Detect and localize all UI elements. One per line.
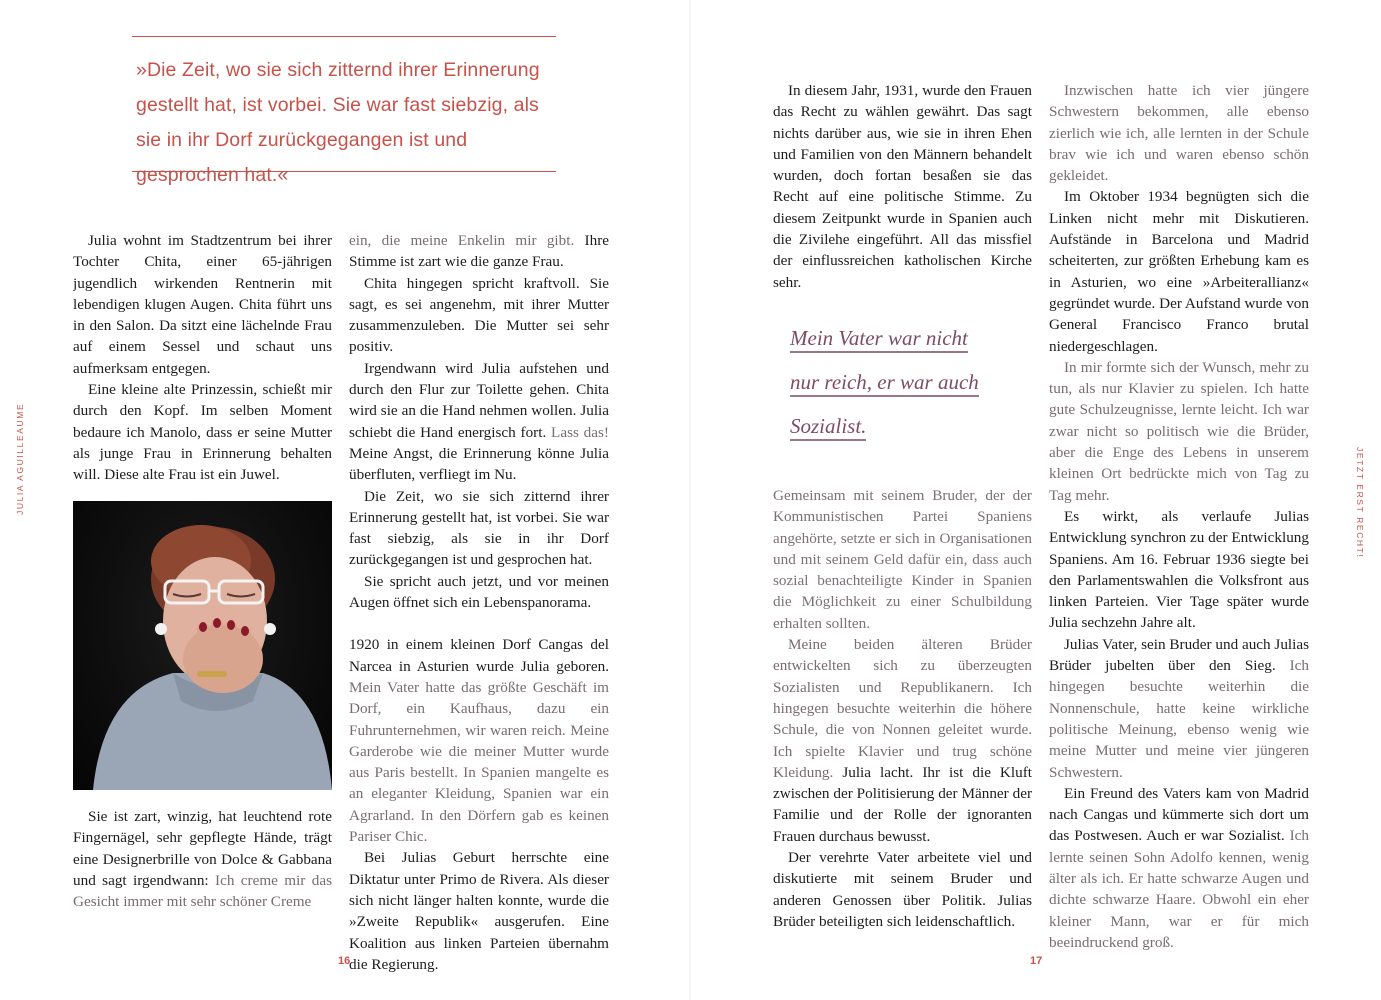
paragraph-text: Irgendwann wird Julia aufstehen und durch den Flur zur Toilette gehen. Chita wird sie an die Hand nehmen wollen. Julia schiebt die Hand energisch fort. bbox=[349, 359, 609, 441]
right-column-1 bbox=[773, 80, 1032, 293]
paragraph: Es wirkt, als verlaufe Julias Entwicklung synchron zu der Entwicklung Spaniens. Am 16. Februar 1936 siegte bei den Parlamentswahlen die Volksfront aus linken Parteien. Vier Tage später wurde Julia sechzehn Jahre alt. bbox=[1049, 507, 1309, 632]
left-column-1-after-photo bbox=[73, 806, 332, 912]
page-number-left: 16 bbox=[338, 955, 351, 967]
paragraph: Eine kleine alte Prinzessin, schießt mir durch den Kopf. Im selben Moment bedaure ich Manolo, dass er seine Mutter als junge Frau in Erinnerung behalten will. Diese alte Frau ist ein Juwel. bbox=[73, 381, 332, 484]
left-column-2 bbox=[349, 230, 609, 975]
quote-text: Ich lernte seinen Sohn Adolfo kennen, wenig älter als ich. Er hatte schwarze Augen und dichte schwarze Haare. Obwohl ein eher kleiner Mann, war er für mich beeindruckend groß. bbox=[1049, 827, 1309, 951]
paragraph: Der verehrte Vater arbeitete viel und diskutierte mit seinem Bruder und anderen Genossen über Politik. Julias Brüder beteiligten sich leidenschaftlich. bbox=[773, 849, 1032, 930]
paragraph-text: Sie ist zart, winzig, hat leuchtend rote Fingernägel, sehr gepflegte Hände, trägt eine Designerbrille von Dolce & Gabbana und sagt irgendwann: bbox=[73, 808, 332, 889]
paragraph-text: Meine Angst, die Erinnerung könne Julia überfluten, verfliegt im Nu. bbox=[349, 444, 609, 484]
paragraph-text: Julia lacht. Ihr ist die Kluft zwischen der Politisierung der Männer der Familie und der Rolle der ignoranten Frauen durchaus bewusst. bbox=[773, 763, 1032, 845]
paragraph: In diesem Jahr, 1931, wurde den Frauen das Recht zu wählen gewährt. Das sagt nichts darüber aus, wie sie in ihren Ehen und Familien von den Männern behandelt wurden, doch fortan besaßen sie das Recht auf eine politische Stimme. Zu diesem Zeitpunkt wurde in Spanien auch die Zivilehe eingeführt. All das missfiel der einflussreichen katholischen Kirche sehr. bbox=[773, 82, 1032, 291]
gutter bbox=[689, 0, 691, 1000]
quote-text: Meine beiden älteren Brüder entwickelten sich zu überzeugten Sozialisten und Republikanern. Ich hingegen besuchte weiterhin die höhere Schule, die von Nonnen geleitet wurde. Ich spielte Klavier und trug schöne Kleidung. bbox=[773, 636, 1032, 781]
paragraph: Bei Julias Geburt herrschte eine Diktatur unter Primo de Rivera. Als dieser sich nicht länger halten konnte, wurde die »Zweite Republik« ausgerufen. Eine Koalition aus linken Parteien übernahm die Regierung. bbox=[349, 849, 609, 973]
paragraph bbox=[1049, 634, 1309, 783]
quote-text: ein, die meine Enkelin mir gibt. bbox=[349, 232, 575, 249]
paragraph-text: 1920 in einem kleinen Dorf Cangas del Narcea in Asturien wurde Julia geboren. bbox=[349, 636, 609, 675]
quote-paragraph: Gemeinsam mit seinem Bruder, der der Kommunistischen Partei Spaniens angehörte, setzte er sich in Organisationen und mit seinem Geld dafür ein, dass auch sozial benachteiligte Kinder in Spanien die Möglichkeit zu einer Schulbildung erhalten sollten. bbox=[773, 487, 1032, 632]
pull-quote bbox=[132, 36, 556, 186]
quote-paragraph: Inzwischen hatte ich vier jüngere Schwestern bekommen, alle ebenso zierlich wie ich, alle lernten in der Schule brav wie ich und waren ebenso schön gekleidet. bbox=[1049, 82, 1309, 185]
portrait-illustration bbox=[73, 501, 332, 790]
paragraph: Sie spricht auch jetzt, und vor meinen Augen öffnet sich ein Lebenspanorama. bbox=[349, 572, 609, 612]
left-column-1 bbox=[73, 230, 332, 486]
paragraph: Julia wohnt im Stadtzentrum bei ihrer Tochter Chita, einer 65-jährigen jugendlich wirkenden Rentnerin mit lebendigen klugen Augen. Chita führt uns in den Salon. Da sitzt eine lächelnde Frau auf einem Sessel und schaut uns aufmerksam entgegen. bbox=[73, 232, 332, 377]
right-column-1-lower bbox=[773, 485, 1032, 932]
paragraph: Die Zeit, wo sie sich zitternd ihrer Erinnerung gestellt hat, ist vorbei. Sie war fast siebzig, als sie in ihr Dorf zurückgegangen ist und gesprochen hat. bbox=[349, 487, 609, 569]
pull-quote-text: »Die Zeit, wo sie sich zitternd ihrer Erinnerung gestellt hat, ist vorbei. Sie war fast siebzig, als sie in ihr Dorf zurückgegangen ist und gesprochen hat.« bbox=[136, 59, 540, 186]
running-head-right: JETZT ERST RECHT! bbox=[1355, 447, 1365, 559]
quote-text: Ich hingegen besuchte weiterhin die Nonnenschule, hatte keine wirkliche politische Meinung, ebenso wenig wie meine Mutter und meine vier jüngeren Schwestern. bbox=[1049, 657, 1309, 781]
page-number-right: 17 bbox=[1030, 955, 1043, 967]
paragraph-text: Ein Freund des Vaters kam von Madrid nach Cangas und kümmerte sich dort um das Postwesen. Auch er war Sozialist. bbox=[1049, 784, 1309, 845]
running-head-left: JULIA AGUILLEAUME bbox=[15, 402, 25, 515]
side-quote bbox=[790, 326, 990, 458]
paragraph bbox=[349, 358, 609, 486]
quote-text: Lass das! bbox=[551, 423, 609, 441]
paragraph bbox=[773, 634, 1032, 847]
quote-text: Ich creme mir das Gesicht immer mit sehr schöner Creme bbox=[73, 871, 332, 911]
quote-text: Mein Vater hatte das größte Geschäft im Dorf, ein Kaufhaus, dazu ein Fuhrunternehmen, wir waren reich. Meine Garderobe wie die meiner Mutter wurde aus Paris bestellt. In Spanien mangelte es an eleganter Kleidung, Spanien war ein Agrarland. In den Dörfern gab es keinen Pariser Chic. bbox=[349, 678, 609, 846]
quote-paragraph: In mir formte sich der Wunsch, mehr zu tun, als nur Klavier zu spielen. Ich hatte gute Schulzeugnisse, lernte leicht. Ich war zwar nicht so politisch wie die Brüder, aber die Enge des Lebens in unserem kleinen Ort bedrückte mich von Tag zu Tag mehr. bbox=[1049, 358, 1309, 504]
side-quote-line: Mein Vater war nicht bbox=[790, 326, 968, 353]
paragraph bbox=[1049, 783, 1309, 953]
side-quote-line: Sozialist. bbox=[790, 414, 866, 441]
side-quote-line: nur reich, er war auch bbox=[790, 370, 979, 397]
paragraph-text: Ihre Stimme ist zart wie die ganze Frau. bbox=[349, 232, 609, 271]
paragraph-text: Julias Vater, sein Bruder und auch Julias Brüder jubelten über den Sieg. bbox=[1049, 635, 1309, 675]
paragraph: Chita hingegen spricht kraftvoll. Sie sagt, es sei angenehm, mit ihrer Mutter zusammenzuleben. Die Mutter sei sehr positiv. bbox=[349, 274, 609, 356]
paragraph bbox=[349, 230, 609, 273]
paragraph bbox=[73, 806, 332, 912]
right-column-2 bbox=[1049, 80, 1309, 953]
paragraph: Im Oktober 1934 begnügten sich die Linken nicht mehr mit Diskutieren. Aufstände in Barcelona und Madrid scheiterten, zur größten Erhebung kam es in Asturien, wo eine »Arbeiterallianz« gegründet wurde. Der Aufstand wurde von General Francisco Franco brutal niedergeschlagen. bbox=[1049, 188, 1309, 355]
portrait-photo bbox=[73, 501, 332, 790]
paragraph bbox=[349, 634, 609, 847]
